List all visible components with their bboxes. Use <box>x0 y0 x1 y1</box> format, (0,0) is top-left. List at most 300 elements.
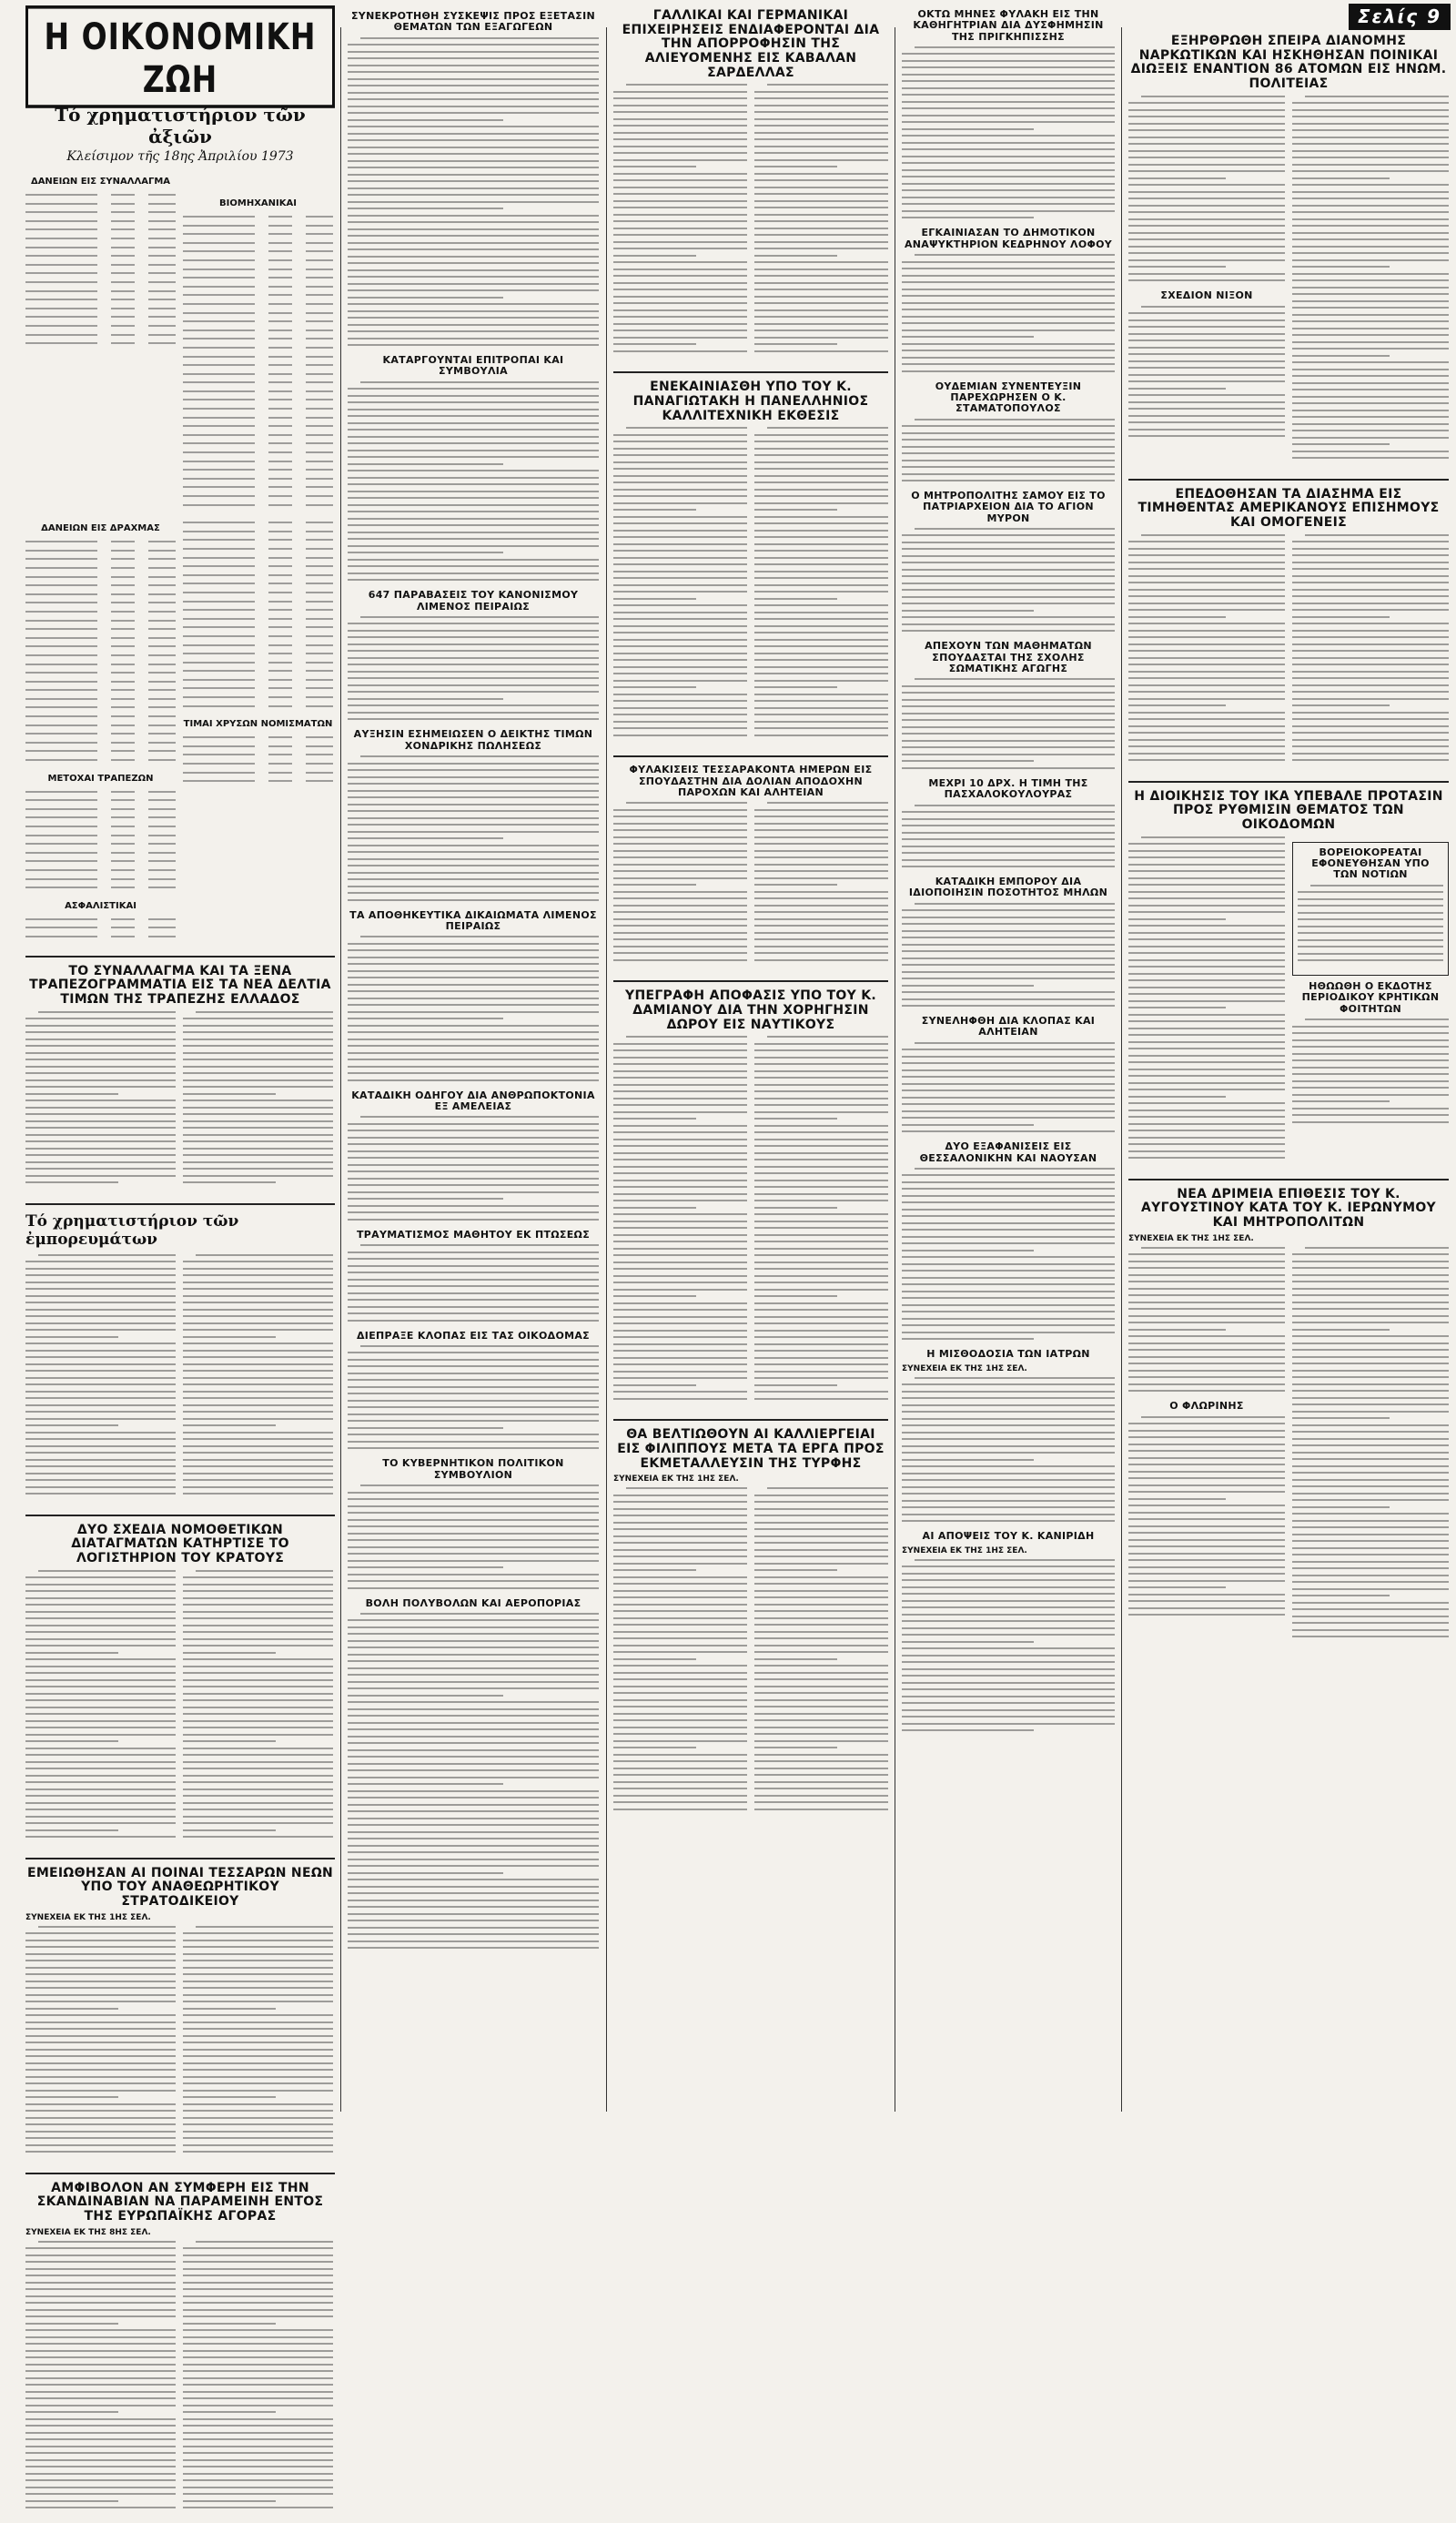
text-line <box>902 135 1115 137</box>
text-line <box>902 1661 1115 1663</box>
text-line <box>360 1613 599 1615</box>
text-line <box>1128 993 1285 995</box>
text-line <box>348 1553 599 1555</box>
text-line <box>754 207 888 208</box>
article-body <box>348 381 599 582</box>
text-line <box>1128 1028 1285 1029</box>
table-row-line <box>25 856 176 866</box>
text-line <box>1128 541 1285 542</box>
text-line <box>902 1696 1115 1697</box>
table-cell-line <box>25 238 97 239</box>
text-line <box>183 1438 333 1440</box>
text-line <box>348 119 503 121</box>
text-line <box>1128 1116 1285 1118</box>
text-line <box>915 254 1115 256</box>
text-line <box>348 1066 599 1068</box>
text-line <box>1128 347 1285 349</box>
text-line <box>1292 704 1390 706</box>
text-line <box>348 1312 599 1314</box>
table-cell-line <box>306 679 333 681</box>
text-line <box>1128 1525 1285 1527</box>
text-line <box>613 468 747 470</box>
text-line <box>25 2507 176 2508</box>
text-line <box>183 1734 333 1736</box>
table-cell-line <box>25 878 97 880</box>
table-cell-line <box>25 194 97 196</box>
text-line <box>902 909 1115 911</box>
table-cell-line <box>268 399 292 400</box>
text-line <box>25 2356 176 2358</box>
text-line <box>1128 1048 1285 1049</box>
text-line <box>25 1829 118 1831</box>
text-line <box>613 132 747 134</box>
text-line <box>902 189 1115 191</box>
text-line <box>348 71 599 73</box>
text-line <box>1292 1114 1449 1116</box>
text-line <box>25 2473 176 2475</box>
text-line <box>183 1584 333 1586</box>
table-cell-line <box>306 486 333 488</box>
text-line <box>1128 1450 1285 1452</box>
table-cell-line <box>148 750 176 752</box>
text-line <box>902 603 1115 604</box>
table-row-line <box>25 875 176 884</box>
text-line <box>25 1093 118 1095</box>
text-line <box>1128 205 1285 207</box>
text-line <box>1292 389 1449 390</box>
table-cell-line <box>111 816 135 818</box>
text-line <box>183 1816 333 1818</box>
text-line <box>1292 293 1449 295</box>
table-row-line <box>183 623 333 632</box>
text-line <box>25 1343 176 1344</box>
text-line <box>754 632 888 633</box>
text-line <box>767 84 888 86</box>
text-line <box>1292 650 1449 652</box>
text-line <box>25 2432 176 2434</box>
text-line <box>183 2261 333 2263</box>
text-line <box>1128 905 1285 907</box>
text-line <box>902 760 1034 762</box>
text-line <box>902 432 1115 434</box>
table-cell-line <box>268 780 292 782</box>
text-line <box>613 536 747 538</box>
text-line <box>754 659 888 661</box>
table-cell-line <box>25 316 97 318</box>
text-line <box>902 60 1115 62</box>
text-line <box>1310 885 1443 887</box>
table-cell-line <box>25 835 97 836</box>
text-line <box>348 545 599 547</box>
text-line <box>754 877 888 879</box>
text-line <box>1128 562 1285 563</box>
text-line <box>754 735 888 736</box>
text-line <box>613 959 747 961</box>
text-line <box>1128 1586 1226 1588</box>
text-line <box>902 1256 1115 1258</box>
text-line <box>754 481 888 483</box>
text-line <box>613 448 747 450</box>
text-line <box>1128 1491 1285 1493</box>
text-line <box>754 509 837 511</box>
text-line <box>1292 164 1449 166</box>
table-cell-line <box>25 602 97 603</box>
table-cell-line <box>111 715 135 717</box>
table-cell-line <box>111 325 135 327</box>
table-row-line <box>25 839 176 848</box>
text-line <box>1292 677 1449 679</box>
headline: ΔΥΟ ΕΞΑΦΑΝΙΣΕΙΣ ΕΙΣ ΘΕΣΣΑΛΟΝΙΚΗΝ ΚΑΙ ΝΑΟΥΣΑΝ <box>919 1140 1097 1164</box>
text-line <box>1128 1539 1285 1541</box>
table-cell-line <box>306 269 333 270</box>
table-cell-line <box>306 286 333 288</box>
text-line <box>754 522 888 524</box>
text-line <box>25 2370 176 2372</box>
table-cell-line <box>148 325 176 327</box>
text-line <box>754 1398 888 1400</box>
text-line <box>183 1350 333 1352</box>
article-body <box>25 1254 176 1500</box>
text-line <box>1292 402 1449 404</box>
table-title: ΤΙΜΑΙ ΧΡΥΣΩΝ ΝΟΜΙΣΜΑΤΩΝ <box>183 719 333 730</box>
text-line <box>754 1350 888 1352</box>
text-line <box>183 1693 333 1695</box>
text-line <box>754 1193 888 1195</box>
price-table <box>25 190 176 348</box>
text-line <box>25 2302 176 2304</box>
headline: ΣΥΝΕΚΡΟΤΗΘΗ ΣΥΣΚΕΨΙΣ ΠΡΟΣ ΕΞΕΤΑΣΙΝ ΘΕΜΑΤΩΝ ΤΩΝ ΕΞΑΓΩΓΕΩΝ <box>350 10 596 34</box>
text-line <box>754 1186 888 1188</box>
text-line <box>902 350 1115 351</box>
text-line <box>1292 1046 1449 1048</box>
text-line <box>183 1377 333 1379</box>
text-line <box>902 1404 1115 1406</box>
text-line <box>348 1184 599 1186</box>
text-line <box>1292 1383 1449 1385</box>
text-line <box>754 214 888 216</box>
text-line <box>348 1279 599 1281</box>
text-line <box>1128 870 1285 872</box>
text-line <box>348 262 599 264</box>
text-line <box>25 1781 176 1783</box>
text-line <box>183 2418 333 2420</box>
text-line <box>754 1200 888 1201</box>
table-cell-line <box>25 869 97 871</box>
table-cell-line <box>148 742 176 744</box>
text-line <box>38 1570 176 1572</box>
text-line <box>1292 430 1449 431</box>
table-cell-line <box>183 522 255 523</box>
table-cell-line <box>148 567 176 569</box>
headline: Ο ΜΗΤΡΟΠΟΛΙΤΗΣ ΣΑΜΟΥ ΕΙΣ ΤΟ ΠΑΤΡΙΑΡΧΕΙΟΝ ΔΙΑ ΤΟ ΑΓΙΟΝ ΜΥΡΟΝ <box>911 490 1106 524</box>
text-line <box>25 2446 176 2447</box>
text-line <box>25 1686 176 1687</box>
table-cell-line <box>306 504 333 506</box>
text-line <box>25 2405 176 2406</box>
text-line <box>1292 1588 1449 1590</box>
table-cell-line <box>25 689 97 691</box>
text-line <box>613 1336 747 1338</box>
text-line <box>348 1783 503 1785</box>
text-line <box>613 489 747 491</box>
table-cell-line <box>268 364 292 366</box>
text-line <box>1128 643 1285 645</box>
text-line <box>348 718 599 720</box>
text-line <box>613 1740 747 1742</box>
text-line <box>25 2275 176 2276</box>
text-line <box>613 269 747 270</box>
text-line <box>1292 643 1449 645</box>
text-line <box>183 2487 333 2488</box>
article-body <box>613 802 747 966</box>
text-line <box>183 1274 333 1276</box>
text-line <box>1298 932 1443 934</box>
text-line <box>1128 143 1285 145</box>
text-line <box>1292 157 1449 158</box>
table-cell-line <box>111 637 135 639</box>
text-line <box>1128 877 1285 879</box>
text-line <box>1128 884 1285 886</box>
text-line <box>754 1596 888 1598</box>
text-line <box>1128 864 1285 866</box>
table-cell-line <box>25 791 97 793</box>
text-line <box>25 2309 176 2311</box>
table-cell-line <box>148 316 176 318</box>
text-line <box>902 1634 1115 1636</box>
text-line <box>183 1113 333 1115</box>
text-line <box>902 1332 1115 1333</box>
text-line <box>348 579 599 581</box>
text-line <box>196 1254 333 1256</box>
text-line <box>754 680 888 682</box>
text-line <box>25 1391 176 1393</box>
text-line <box>25 2315 176 2317</box>
table-cell-line <box>183 504 255 506</box>
table-cell-line <box>148 628 176 630</box>
text-line <box>183 1802 333 1804</box>
table-cell-line <box>183 286 255 288</box>
text-line <box>348 1906 599 1908</box>
table-cell-line <box>25 799 97 801</box>
text-line <box>754 1377 888 1379</box>
text-line <box>1128 1477 1285 1479</box>
text-line <box>183 1066 333 1068</box>
table-cell-line <box>148 808 176 810</box>
table-row-line <box>25 339 176 348</box>
text-line <box>348 422 599 424</box>
table-cell-line <box>25 211 97 213</box>
text-line <box>613 686 696 688</box>
text-line <box>183 1590 333 1592</box>
text-line <box>902 726 1115 728</box>
table-cell-line <box>148 887 176 888</box>
table-row-line <box>25 624 176 633</box>
text-line <box>754 1316 888 1318</box>
table-row-line <box>25 251 176 260</box>
text-line <box>183 2336 333 2338</box>
table-cell-line <box>268 442 292 444</box>
table-row-line <box>25 554 176 563</box>
text-line <box>25 2479 176 2481</box>
text-line <box>1128 394 1285 396</box>
text-line <box>613 1788 747 1789</box>
text-line <box>183 1493 333 1495</box>
text-line <box>25 1822 176 1824</box>
text-line <box>754 132 888 134</box>
article-body <box>613 84 747 357</box>
text-line <box>902 162 1115 164</box>
table-row-line <box>25 915 176 924</box>
table-cell-line <box>148 918 176 920</box>
table-cell-line <box>148 852 176 854</box>
text-line <box>1128 1308 1285 1310</box>
text-line <box>25 1039 176 1040</box>
table-row-line <box>25 537 176 546</box>
table-row-line <box>183 501 333 510</box>
text-line <box>1292 443 1390 445</box>
text-line <box>613 1549 747 1551</box>
table-cell-line <box>25 724 97 726</box>
text-line <box>613 1180 747 1181</box>
price-table <box>25 915 176 941</box>
text-line <box>183 1940 333 1941</box>
table-cell-line <box>111 584 135 586</box>
text-line <box>25 1486 176 1488</box>
text-line <box>1128 1082 1285 1084</box>
headline: ΣΥΝΕΛΗΦΘΗ ΔΙΑ ΚΛΟΠΑΣ ΚΑΙ ΑΛΗΤΕΙΑΝ <box>921 1015 1096 1039</box>
headline: ΕΠΕΔΟΘΗΣΑΝ ΤΑ ΔΙΑΣΗΜΑ ΕΙΣ ΤΙΜΗΘΕΝΤΑΣ ΑΜΕΡΙΚΑΝΟΥΣ ΕΠΙΣΗΜΟΥΣ ΚΑΙ ΟΜΟΓΕΝΕΙΣ <box>1138 486 1440 531</box>
table-cell-line <box>148 228 176 230</box>
text-line <box>754 316 888 318</box>
text-line <box>613 1063 747 1065</box>
text-line <box>1292 177 1390 179</box>
text-line <box>348 1292 599 1294</box>
text-line <box>183 1336 276 1338</box>
table-cell-line <box>183 583 255 584</box>
text-line <box>1292 684 1449 686</box>
table-row-line <box>183 404 333 413</box>
text-line <box>902 1620 1115 1622</box>
text-line <box>754 1295 837 1297</box>
text-line <box>183 1261 333 1262</box>
text-line <box>754 1631 888 1633</box>
table-row-line <box>183 334 333 343</box>
text-line <box>1292 636 1449 638</box>
text-line <box>183 1079 333 1081</box>
table-cell-line <box>111 308 135 309</box>
table-cell-line <box>25 681 97 683</box>
text-line <box>754 282 888 284</box>
text-line <box>613 1590 747 1592</box>
text-line <box>1128 408 1285 410</box>
table-cell-line <box>268 461 292 462</box>
text-line <box>754 1084 888 1086</box>
text-line <box>613 1186 747 1188</box>
text-line <box>348 1695 503 1697</box>
text-line <box>613 836 747 838</box>
text-line <box>348 943 599 945</box>
text-line <box>348 450 599 451</box>
text-line <box>348 1352 599 1353</box>
table-cell-line <box>25 567 97 569</box>
text-line <box>1292 1458 1449 1460</box>
text-line <box>348 112 599 114</box>
text-line <box>348 1386 599 1388</box>
text-line <box>25 1967 176 1969</box>
text-line <box>613 1262 747 1263</box>
text-line <box>348 977 599 978</box>
table-row-line <box>183 273 333 282</box>
text-line <box>613 735 747 736</box>
text-line <box>1292 457 1449 459</box>
table-cell-line <box>25 290 97 292</box>
text-line <box>754 925 888 927</box>
text-line <box>902 1130 1115 1132</box>
text-line <box>1128 718 1285 720</box>
text-line <box>348 957 599 958</box>
text-line <box>754 938 888 940</box>
table-cell-line <box>268 592 292 593</box>
table-cell-line <box>306 242 333 244</box>
text-line <box>754 166 837 167</box>
text-line <box>902 569 1115 571</box>
text-line <box>1292 664 1449 665</box>
table-cell-line <box>25 664 97 665</box>
text-line <box>754 1617 888 1619</box>
text-line <box>754 1672 888 1674</box>
text-line <box>1292 562 1449 563</box>
text-line <box>183 1309 333 1311</box>
text-line <box>613 1768 747 1769</box>
table-cell-line <box>148 759 176 761</box>
text-line <box>754 1241 888 1242</box>
table-row-line <box>25 712 176 721</box>
text-line <box>348 242 599 244</box>
text-line <box>348 1687 599 1689</box>
table-cell-line <box>268 772 292 774</box>
text-line <box>613 1200 747 1201</box>
text-line <box>902 1201 1115 1203</box>
text-line <box>25 2090 176 2092</box>
table-cell-line <box>306 338 333 339</box>
text-line <box>754 584 888 586</box>
text-line <box>754 911 888 913</box>
text-line <box>1128 1143 1285 1145</box>
column-2 <box>348 0 599 2118</box>
text-line <box>915 678 1115 680</box>
text-line <box>183 2446 333 2447</box>
text-line <box>25 1960 176 1961</box>
text-line <box>613 179 747 181</box>
text-line <box>1292 712 1449 714</box>
headline: ΗΘΩΩΘΗ Ο ΕΚΔΟΤΗΣ ΠΕΡΙΟΔΙΚΟΥ ΚΡΗΤΙΚΩΝ ΦΟΙΤΗΤΩΝ <box>1301 980 1440 1015</box>
table-row-line <box>183 597 333 606</box>
text-line <box>902 1062 1115 1064</box>
text-line <box>348 824 599 826</box>
text-line <box>613 1254 747 1256</box>
text-line <box>754 1555 888 1557</box>
table-cell-line <box>148 203 176 205</box>
table-row-line <box>183 265 333 274</box>
text-line <box>613 159 747 161</box>
article-body <box>1128 534 1285 766</box>
text-line <box>25 2076 176 2078</box>
table-cell-line <box>111 299 135 300</box>
text-line <box>183 1356 333 1358</box>
page-number-badge: Σελίς 9 <box>1349 4 1451 30</box>
article-body <box>25 1011 176 1189</box>
text-line <box>1128 1498 1226 1500</box>
